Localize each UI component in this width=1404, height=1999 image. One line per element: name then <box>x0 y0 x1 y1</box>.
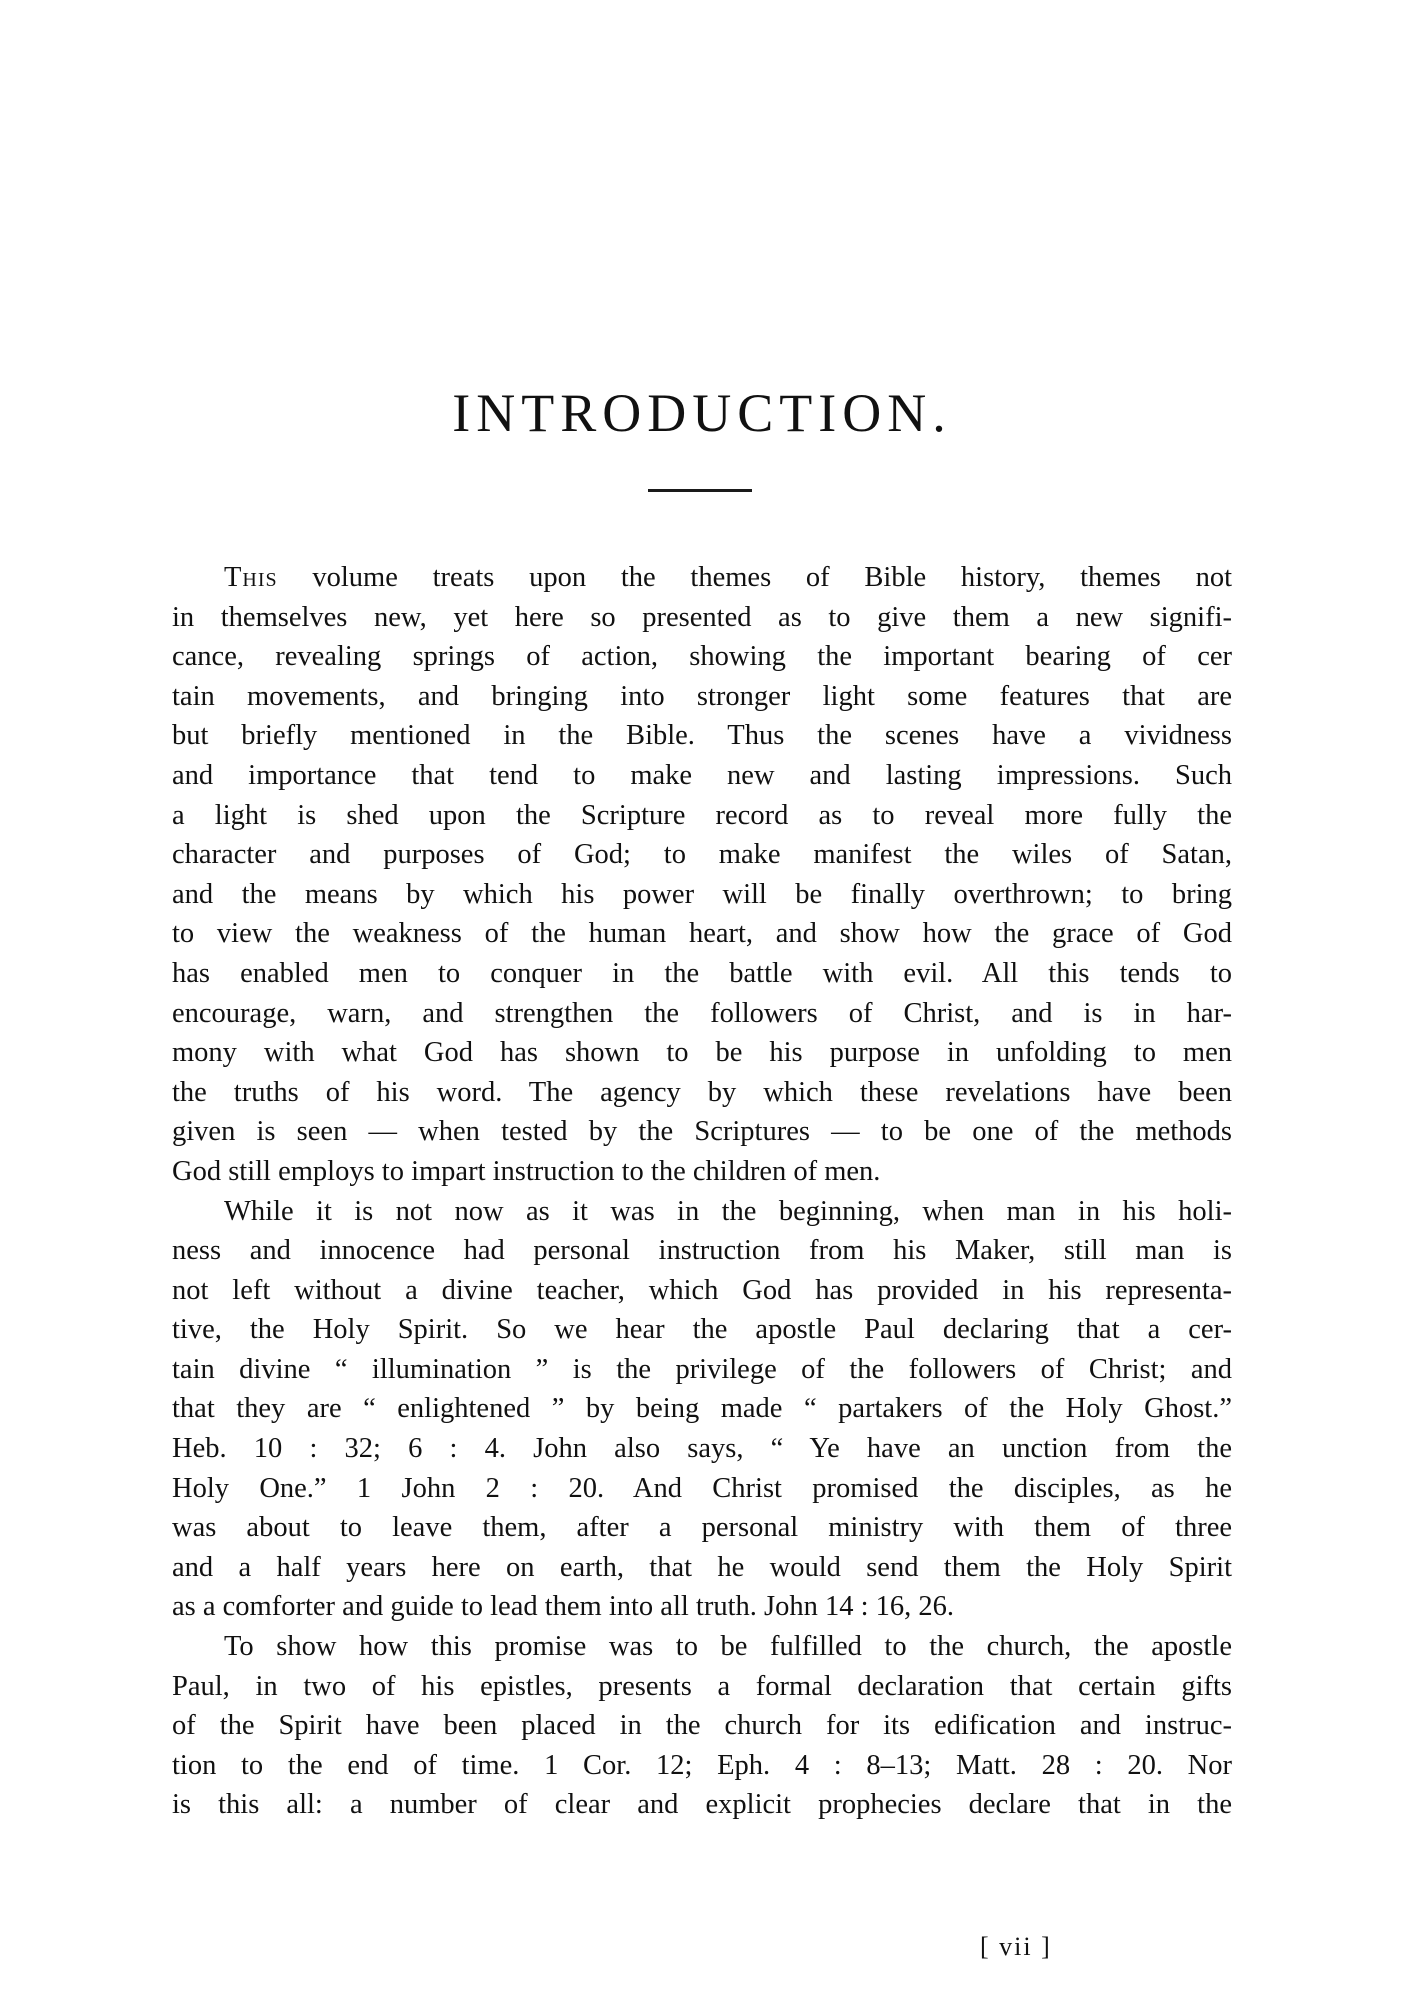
text-line: and importance that tend to make new and lasting impressions. Such <box>172 759 1232 791</box>
text-line: tive, the Holy Spirit. So we hear the apostle Paul declaring that a cer- <box>172 1314 1232 1346</box>
page-number: [ vii ] <box>980 1932 1052 1961</box>
text-line: tain divine “ illumination ” is the privilege of the followers of Christ; and <box>172 1353 1232 1385</box>
text-line: character and purposes of God; to make manifest the wiles of Satan, <box>172 839 1232 871</box>
text-line: God still employs to impart instruction to the children of men. <box>172 1155 881 1187</box>
text-line: and the means by which his power will be finally overthrown; to bring <box>172 878 1232 910</box>
text-line: the truths of his word. The agency by which these revelations have been <box>172 1076 1232 1108</box>
text-line: mony with what God has shown to be his purpose in unfolding to men <box>172 1037 1232 1069</box>
text-line: given is seen — when tested by the Scriptures — to be one of the methods <box>172 1116 1232 1148</box>
text-line: a light is shed upon the Scripture record as to reveal more fully the <box>172 799 1232 831</box>
paragraph-3 <box>172 1627 1232 1825</box>
text-line: as a comforter and guide to lead them into all truth. John 14 : 16, 26. <box>172 1591 954 1623</box>
text-line: to view the weakness of the human heart, and show how the grace of God <box>172 918 1232 950</box>
title-rule <box>648 489 752 492</box>
text-line: of the Spirit have been placed in the church for its edification and instruc- <box>172 1710 1232 1742</box>
text-line: While it is not now as it was in the beginning, when man in his holi- <box>224 1195 1232 1227</box>
text-line: is this all: a number of clear and explicit prophecies declare that in the <box>172 1789 1232 1821</box>
paragraph-1 <box>172 558 1232 1192</box>
text-line: and a half years here on earth, that he would send them the Holy Spirit <box>172 1551 1232 1583</box>
text-line: tion to the end of time. 1 Cor. 12; Eph. 4 : 8–13; Matt. 28 : 20. Nor <box>172 1749 1232 1781</box>
chapter-title: INTRODUCTION. <box>452 383 952 443</box>
text-line: Holy One.” 1 John 2 : 20. And Christ promised the disciples, as he <box>172 1472 1232 1504</box>
lead-word: This <box>224 562 278 593</box>
text-line: Heb. 10 : 32; 6 : 4. John also says, “ Ye have an unction from the <box>172 1433 1232 1465</box>
body-text <box>172 558 1232 1825</box>
text-line: but briefly mentioned in the Bible. Thus the scenes have a vividness <box>172 720 1232 752</box>
text-line: ness and innocence had personal instruction from his Maker, still man is <box>172 1235 1232 1267</box>
text-line: has enabled men to conquer in the battle with evil. All this tends to <box>172 957 1232 989</box>
paragraph-2 <box>172 1192 1232 1628</box>
text-line: To show how this promise was to be fulfilled to the church, the apostle <box>224 1631 1232 1663</box>
text-line: tain movements, and bringing into stronger light some features that are <box>172 680 1232 712</box>
line-text: volume treats upon the themes of Bible history, themes not <box>277 562 1232 593</box>
text-line: not left without a divine teacher, which God has provided in his representa- <box>172 1274 1232 1306</box>
text-line: Paul, in two of his epistles, presents a formal declaration that certain gifts <box>172 1670 1232 1702</box>
text-line: was about to leave them, after a personal ministry with them of three <box>172 1512 1232 1544</box>
text-line <box>172 558 1232 598</box>
text-line: cance, revealing springs of action, showing the important bearing of cer <box>172 641 1232 673</box>
text-line: encourage, warn, and strengthen the followers of Christ, and is in har- <box>172 997 1232 1029</box>
text-line: in themselves new, yet here so presented as to give them a new signifi- <box>172 601 1232 633</box>
text-line: that they are “ enlightened ” by being made “ partakers of the Holy Ghost.” <box>172 1393 1232 1425</box>
